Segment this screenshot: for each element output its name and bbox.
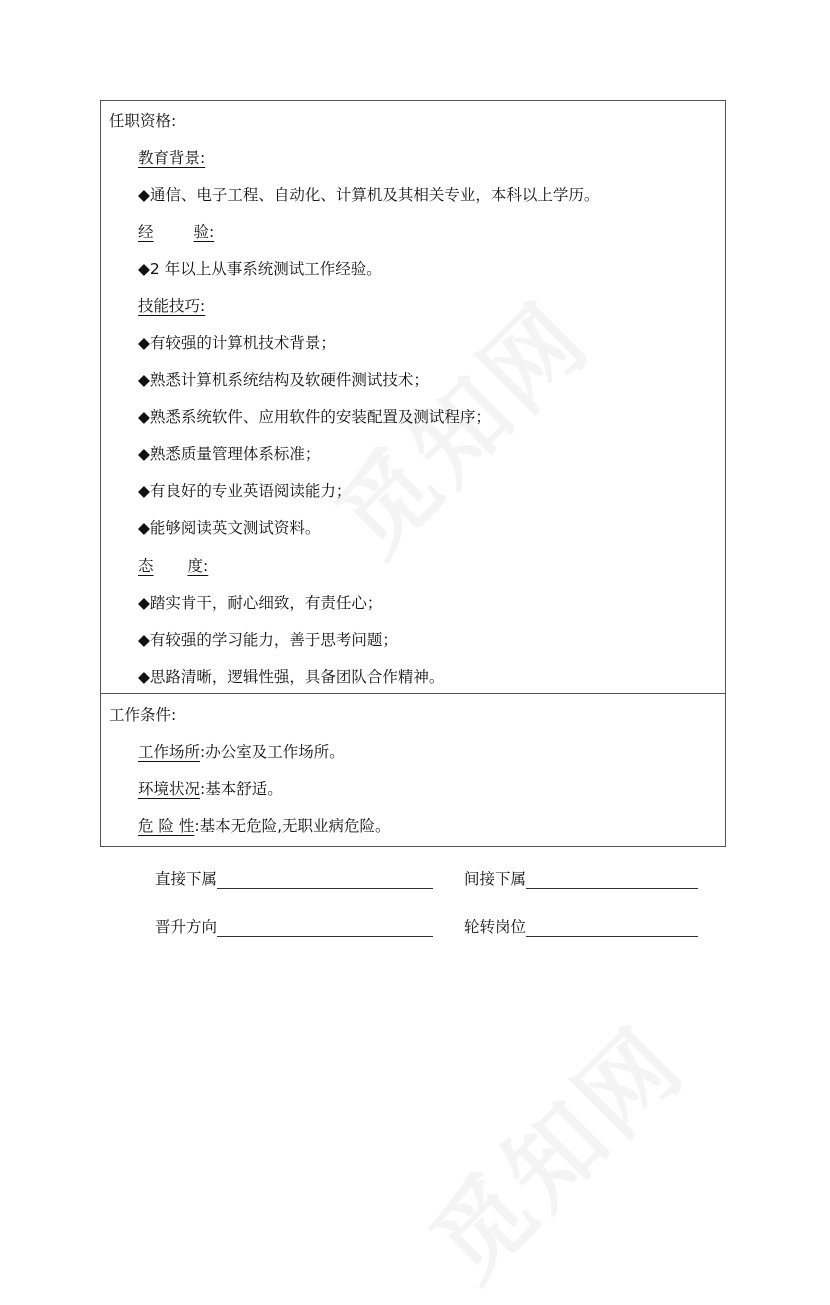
skills-item: ◆熟悉系统软件、应用软件的安装配置及测试程序； <box>138 408 491 426</box>
workplace-row <box>138 742 345 762</box>
conditions-heading: 工作条件: <box>109 706 177 724</box>
experience-label-part: 经 <box>138 223 154 241</box>
attitude-label-part: 态 <box>138 557 154 575</box>
experience-label-part: 验: <box>193 223 215 241</box>
workplace-label: 工作场所 <box>138 743 201 761</box>
indirect-subordinate-label: 间接下属 <box>464 870 527 888</box>
qualifications-section <box>101 101 725 694</box>
promotion-row <box>155 917 433 937</box>
experience-item: ◆2 年以上从事系统测试工作经验。 <box>138 260 382 278</box>
workplace-value: :办公室及工作场所。 <box>200 743 345 761</box>
environment-label: 环境状况 <box>138 780 201 798</box>
skills-label: 技能技巧: <box>138 297 206 315</box>
attitude-label <box>138 556 208 576</box>
direct-subordinate-field[interactable] <box>217 870 433 889</box>
skills-item: ◆有良好的专业英语阅读能力； <box>138 482 352 500</box>
environment-value: :基本舒适。 <box>200 780 283 798</box>
indirect-subordinate-field[interactable] <box>526 870 698 889</box>
attitude-item: ◆有较强的学习能力，善于思考问题； <box>138 631 398 649</box>
watermark <box>396 992 709 1305</box>
rotation-row <box>464 917 698 937</box>
skills-item: ◆熟悉计算机系统结构及软硬件测试技术； <box>138 371 429 389</box>
attitude-item: ◆思路清晰，逻辑性强，具备团队合作精神。 <box>138 668 445 686</box>
rotation-label: 轮转岗位 <box>464 918 527 936</box>
skills-item: ◆有较强的计算机技术背景； <box>138 334 336 352</box>
skills-item: ◆能够阅读英文测试资料。 <box>138 519 321 537</box>
attitude-label-part: 度: <box>187 557 209 575</box>
attitude-item: ◆踏实肯干，耐心细致，有责任心； <box>138 594 383 612</box>
job-description-table <box>100 100 726 847</box>
direct-subordinate-label: 直接下属 <box>155 870 218 888</box>
education-item: ◆通信、电子工程、自动化、计算机及其相关专业，本科以上学历。 <box>138 186 600 204</box>
promotion-label: 晋升方向 <box>155 918 218 936</box>
promotion-field[interactable] <box>217 918 433 937</box>
education-label: 教育背景: <box>138 149 206 167</box>
experience-label <box>138 222 214 242</box>
indirect-subordinate-row <box>464 869 698 889</box>
hazard-label: 危 险 性 <box>138 817 195 835</box>
direct-subordinate-row <box>155 869 433 889</box>
environment-row <box>138 779 283 799</box>
skills-item: ◆熟悉质量管理体系标准； <box>138 445 321 463</box>
hazard-row <box>138 816 391 836</box>
hazard-value: :基本无危险,无职业病危险。 <box>194 817 391 835</box>
rotation-field[interactable] <box>526 918 698 937</box>
conditions-section <box>101 694 725 846</box>
qualifications-heading: 任职资格: <box>109 112 177 130</box>
